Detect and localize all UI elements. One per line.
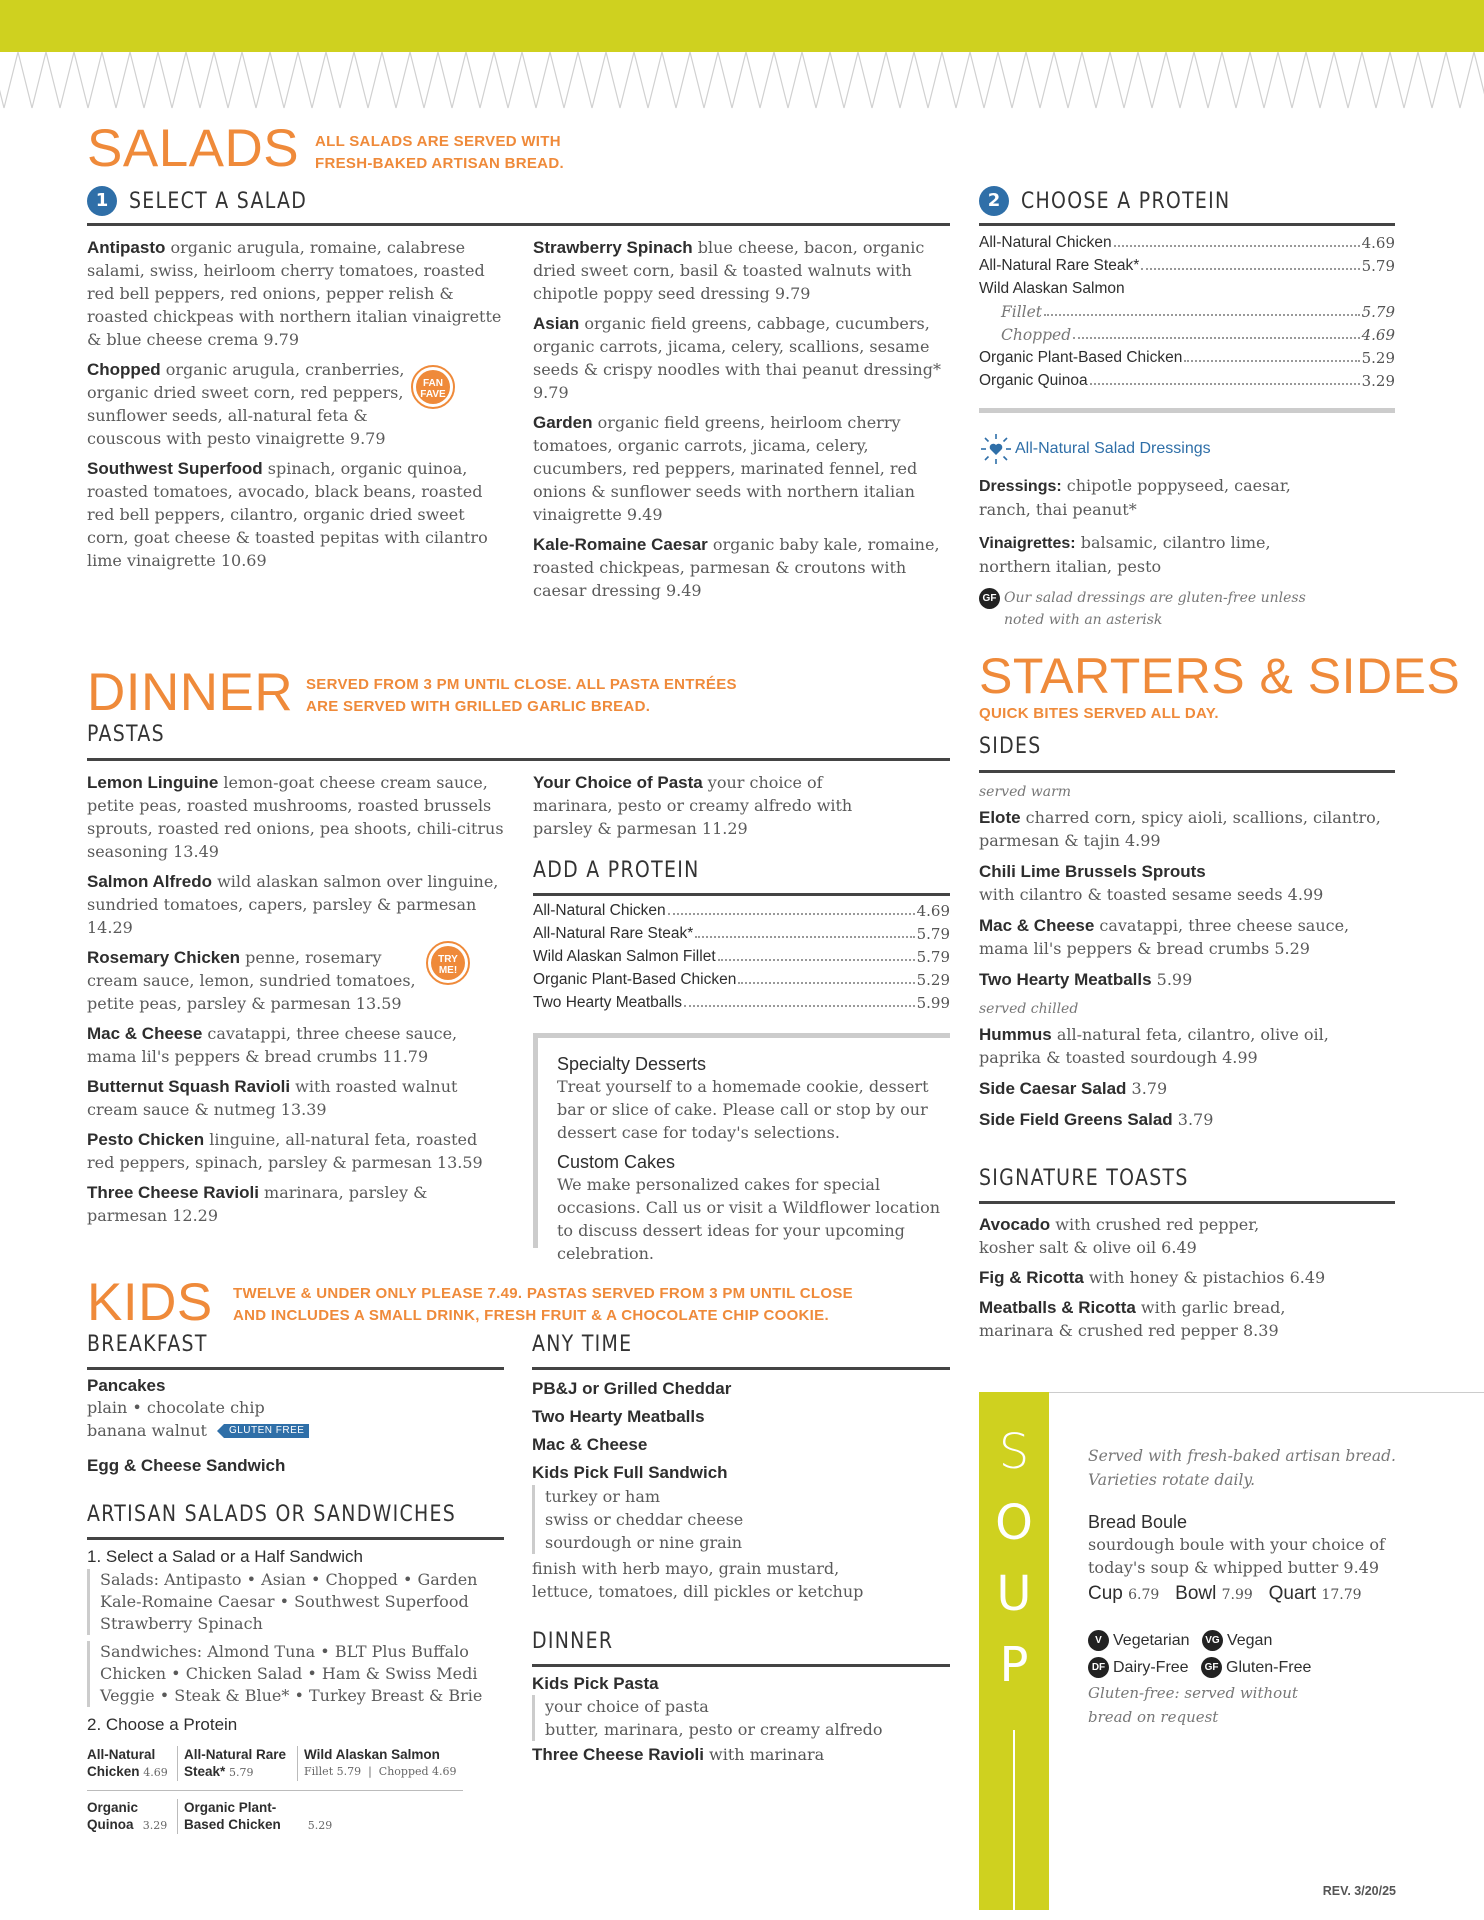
dinner-note: SERVED FROM 3 PM UNTIL CLOSE. ALL PASTA ENTRÉES ARE SERVED WITH GRILLED GARLIC BREAD. <box>306 676 737 715</box>
pastas-col-2 <box>533 771 873 840</box>
protein-row: Wild Alaskan Salmon Fillet 5.79 <box>533 948 950 966</box>
kids-protein-divider <box>87 1790 463 1791</box>
add-protein-label: ADD A PROTEIN <box>533 858 700 883</box>
kids-dinner-rule <box>532 1664 950 1667</box>
anytime-item: Mac & Cheese <box>532 1435 648 1454</box>
pasta-item: Rosemary Chicken penne, rosemary cream sauce, lemon, sundried tomatoes, petite peas, parsley & parmesan 13.59 <box>87 948 416 1013</box>
diet-legend: V Vegetarian VG Vegan DF Dairy-Free GF Gluten-Free <box>1088 1627 1428 1681</box>
desserts-text: Treat yourself to a homemade cookie, dessert bar or slice of cake. Please call or stop by our dessert case for today's selections. <box>557 1077 929 1142</box>
toasts-list <box>979 1213 1326 1342</box>
try-me-badge: TRY ME! <box>426 941 470 985</box>
pancakes-banana: banana walnut GLUTEN FREE <box>87 1419 504 1442</box>
desserts-box <box>533 1033 950 1263</box>
salads-note: ALL SALADS ARE SERVED WITH FRESH-BAKED ARTISAN BREAD. <box>315 133 564 172</box>
step-number: 1 <box>87 186 117 216</box>
anytime-label: ANY TIME <box>532 1332 633 1357</box>
kids-ravioli: Three Cheese Ravioli with marinara <box>532 1745 825 1764</box>
pastas-col-1 <box>87 771 507 1227</box>
gluten-free-icon: GF <box>1201 1657 1222 1678</box>
kids-proteins-row-2 <box>87 1799 467 1834</box>
salad-item: Antipasto organic arugula, romaine, calabrese salami, swiss, heirloom cherry tomatoes, roasted red bell peppers, red onions, pepper relish & roasted chickpeas with northern italian vinaigrette & blue cheese crema 9.79 <box>87 238 502 349</box>
side-item: Side Caesar Salad 3.79 <box>979 1079 1168 1098</box>
gluten-free-tag: GLUTEN FREE <box>217 1424 310 1438</box>
salads-options: Salads: Antipasto • Asian • Chopped • Garden Kale-Romaine Caesar • Southwest Superfood Strawberry Spinach <box>87 1569 507 1635</box>
salads-rule <box>87 223 950 226</box>
toast-item: Meatballs & Ricotta with garlic bread, marinara & crushed red pepper 8.39 <box>979 1298 1286 1340</box>
pasta-item: Your Choice of Pasta your choice of marinara, pesto or creamy alfredo with parsley & parmesan 11.29 <box>533 773 853 838</box>
salad-item: Garden organic field greens, heirloom cherry tomatoes, organic carrots, jicama, celery, cucumbers, red peppers, marinated fennel, red onions & sunflower seeds with northern italian vinaigrette 9.49 <box>533 413 918 524</box>
anytime-item: PB&J or Grilled Cheddar <box>532 1379 732 1398</box>
pasta-item: Pesto Chicken linguine, all-natural feta, roasted red peppers, spinach, parsley & parmesan 13.59 <box>87 1130 483 1172</box>
soup-sizes: Cup 6.79 Bowl 7.99 Quart 17.79 <box>1088 1583 1362 1604</box>
vegan-icon: VG <box>1202 1630 1223 1651</box>
fan-fave-badge: FAN FAVE <box>411 365 455 409</box>
soup-content <box>1088 1444 1428 1729</box>
sandwich-finish: finish with herb mayo, grain mustard, lettuce, tomatoes, dill pickles or ketchup <box>532 1559 864 1601</box>
dinner-protein-list <box>533 897 950 1012</box>
top-banner <box>0 0 1484 110</box>
step-label: SELECT A SALAD <box>129 188 308 214</box>
soup-bar-line <box>1013 1730 1015 1910</box>
pasta-item: Butternut Squash Ravioli with roasted walnut cream sauce & nutmeg 13.39 <box>87 1077 458 1119</box>
pasta-item: Salmon Alfredo wild alaskan salmon over linguine, sundried tomatoes, capers, parsley & parmesan 14.29 <box>87 872 499 937</box>
salad-item: Strawberry Spinach blue cheese, bacon, organic dried sweet corn, basil & toasted walnuts with chipotle poppy seed dressing 9.79 <box>533 238 925 303</box>
artisan-rule <box>87 1537 504 1540</box>
soup-gf-note: Gluten-free: served without bread on request <box>1088 1684 1298 1726</box>
gf-badge: GF <box>979 588 1000 609</box>
desserts-title: Specialty Desserts <box>557 1054 707 1074</box>
kids-protein: Organic Plant-Based Chicken 5.29 <box>177 1799 357 1834</box>
breakfast-rule <box>87 1367 504 1370</box>
cakes-title: Custom Cakes <box>557 1152 676 1172</box>
salad-item: Kale-Romaine Caesar organic baby kale, romaine, roasted chickpeas, parmesan & croutons with caesar dressing 9.49 <box>533 535 940 600</box>
salad-item: Southwest Superfood spinach, organic quinoa, roasted tomatoes, avocado, black beans, roasted red bell peppers, cilantro, organic dried sweet corn, goat cheese & toasted pepitas with cilantro lime vinaigrette 10.69 <box>87 459 488 570</box>
step-number: 2 <box>979 186 1009 216</box>
protein-row: All-Natural Chicken 4.69 <box>979 234 1395 252</box>
kids-dinner-label: DINNER <box>532 1629 614 1654</box>
soup-letter: O <box>995 1495 1033 1551</box>
protein-row: Organic Plant-Based Chicken 5.29 <box>533 971 950 989</box>
breakfast-list <box>87 1372 504 1480</box>
dinner-title: DINNER <box>87 663 294 722</box>
gf-note: Our salad dressings are gluten-free unless noted with an asterisk <box>1004 590 1306 628</box>
dressings-text: Dressings: chipotle poppyseed, caesar, ranch, thai peanut* <box>979 476 1291 519</box>
salad-item: Asian organic field greens, cabbage, cucumbers, organic carrots, jicama, celery, scallions, sesame seeds & crispy noodles with thai peanut dressing* 9.79 <box>533 314 941 402</box>
toast-item: Fig & Ricotta with honey & pistachios 6.49 <box>979 1268 1326 1287</box>
protein-row: All-Natural Chicken 4.69 <box>533 902 950 920</box>
soup-bar <box>979 1392 1049 1910</box>
artisan-list <box>87 1545 507 1739</box>
starters-note: QUICK BITES SERVED ALL DAY. <box>979 705 1219 722</box>
anytime-list <box>532 1375 950 1603</box>
breakfast-label: BREAKFAST <box>87 1332 208 1357</box>
pancakes-options: plain • chocolate chip <box>87 1398 265 1417</box>
sandwich-options: turkey or ham swiss or cheddar cheese sourdough or nine grain <box>532 1485 950 1554</box>
sides-label: SIDES <box>979 734 1042 759</box>
soup-intro: Served with fresh-baked artisan bread. Varieties rotate daily. <box>1088 1447 1396 1489</box>
sides-rule <box>979 770 1395 773</box>
salad-protein-list <box>979 229 1395 390</box>
protein-rule <box>979 223 1395 226</box>
add-protein-rule <box>533 893 950 896</box>
pasta-options: your choice of pasta butter, marinara, pesto or creamy alfredo <box>532 1695 950 1741</box>
pancakes: Pancakes <box>87 1376 166 1395</box>
protein-row: Chopped 4.69 <box>1001 326 1395 344</box>
protein-row: Fillet 5.79 <box>1001 303 1395 321</box>
anytime-item: Two Hearty Meatballs <box>532 1407 705 1426</box>
sides-list <box>979 784 1395 1131</box>
protein-row: All-Natural Rare Steak* 5.79 <box>533 925 950 943</box>
anytime-item: Kids Pick Full Sandwich <box>532 1463 728 1482</box>
artisan-step-2: 2. Choose a Protein <box>87 1715 238 1734</box>
protein-divider <box>979 408 1395 413</box>
bread-boule-desc: sourdough boule with your choice of today's soup & whipped butter 9.49 <box>1088 1535 1385 1577</box>
soup-letter: U <box>996 1566 1032 1622</box>
step-label: CHOOSE A PROTEIN <box>1021 188 1231 214</box>
vinaigrettes-text: Vinaigrettes: balsamic, cilantro lime, northern italian, pesto <box>979 533 1271 576</box>
protein-row: Organic Plant-Based Chicken 5.29 <box>979 349 1395 367</box>
kids-protein: All-Natural Rare Steak* 5.79 <box>177 1746 297 1781</box>
side-item: Two Hearty Meatballs 5.99 <box>979 970 1193 989</box>
toast-item: Avocado with crushed red pepper, kosher salt & olive oil 6.49 <box>979 1215 1260 1257</box>
kids-protein: All-Natural Chicken 4.69 <box>87 1747 168 1779</box>
revision-date: REV. 3/20/25 <box>1322 1884 1396 1898</box>
served-warm: served warm <box>979 784 1072 800</box>
protein-row: All-Natural Rare Steak* 5.79 <box>979 257 1395 275</box>
kids-title: KIDS <box>87 1273 213 1332</box>
vegetarian-icon: V <box>1088 1630 1109 1651</box>
soup-top-rule <box>979 1392 1484 1393</box>
soup-letter: P <box>999 1637 1029 1693</box>
salad-item: Chopped organic arugula, cranberries, organic dried sweet corn, red peppers, sunflower seeds, all-natural feta & couscous with pesto vinaigrette 9.79 <box>87 360 405 448</box>
cakes-text: We make personalized cakes for special occasions. Call us or visit a Wildflower location to discuss dessert ideas for your upcoming celebration. <box>557 1175 941 1263</box>
artisan-label: ARTISAN SALADS OR SANDWICHES <box>87 1502 457 1527</box>
side-item: Mac & Cheese cavatappi, three cheese sauce, mama lil's peppers & bread crumbs 5.29 <box>979 916 1350 958</box>
protein-row: Wild Alaskan Salmon <box>979 280 1125 297</box>
served-chilled: served chilled <box>979 1001 1079 1017</box>
dressings-title: All-Natural Salad Dressings <box>1015 440 1211 457</box>
zigzag-pattern <box>0 0 1484 110</box>
pasta-item: Lemon Linguine lemon-goat cheese cream sauce, petite peas, roasted mushrooms, roasted brussels sprouts, roasted red onions, pea shoots, chili-citrus seasoning 13.49 <box>87 773 504 861</box>
egg-sandwich: Egg & Cheese Sandwich <box>87 1456 286 1475</box>
kids-note: TWELVE & UNDER ONLY PLEASE 7.49. PASTAS SERVED FROM 3 PM UNTIL CLOSE AND INCLUDES A SMALL DRINK, FRESH FRUIT & A CHOCOLATE CHIP COOKIE. <box>233 1285 853 1324</box>
side-item: Chili Lime Brussels Sprouts with cilantro & toasted sesame seeds 4.99 <box>979 862 1324 904</box>
kids-pasta: Kids Pick Pasta <box>532 1674 659 1693</box>
pastas-label: PASTAS <box>87 722 165 747</box>
pasta-item: Three Cheese Ravioli marinara, parsley & parmesan 12.29 <box>87 1183 428 1225</box>
dairy-free-icon: DF <box>1088 1657 1109 1678</box>
salad-step-1 <box>87 186 336 216</box>
salad-step-2 <box>979 186 1265 216</box>
side-item: Side Field Greens Salad 3.79 <box>979 1110 1214 1129</box>
soup-letter: S <box>998 1424 1030 1480</box>
side-item: Elote charred corn, spicy aioli, scallions, cilantro, parmesan & tajin 4.99 <box>979 808 1381 850</box>
pastas-rule <box>87 758 950 761</box>
bread-boule: Bread Boule <box>1088 1512 1188 1532</box>
kids-dinner-list <box>532 1670 950 1769</box>
toasts-label: SIGNATURE TOASTS <box>979 1166 1189 1191</box>
kids-proteins-row-1 <box>87 1746 467 1781</box>
protein-row: Two Hearty Meatballs 5.99 <box>533 994 950 1012</box>
anytime-rule <box>532 1367 950 1370</box>
salads-col-2 <box>533 236 951 602</box>
heart-burst-icon <box>979 432 1013 466</box>
sandwiches-options: Sandwiches: Almond Tuna • BLT Plus Buffalo Chicken • Chicken Salad • Ham & Swiss Medi Veggie • Steak & Blue* • Turkey Breast & Brie <box>87 1641 507 1707</box>
starters-title: STARTERS & SIDES <box>979 648 1461 704</box>
artisan-step-1: 1. Select a Salad or a Half Sandwich <box>87 1547 363 1566</box>
side-item: Hummus all-natural feta, cilantro, olive oil, paprika & toasted sourdough 4.99 <box>979 1025 1329 1067</box>
kids-protein: Organic Quinoa 3.29 <box>87 1800 168 1832</box>
toasts-rule <box>979 1201 1395 1204</box>
kids-protein: Wild Alaskan Salmon Fillet 5.79 | Chopped 4.69 <box>297 1746 467 1781</box>
protein-row: Organic Quinoa 3.29 <box>979 372 1395 390</box>
salads-title: SALADS <box>87 119 300 178</box>
pasta-item: Mac & Cheese cavatappi, three cheese sauce, mama lil's peppers & bread crumbs 11.79 <box>87 1024 458 1066</box>
dressings-block <box>979 432 1339 631</box>
